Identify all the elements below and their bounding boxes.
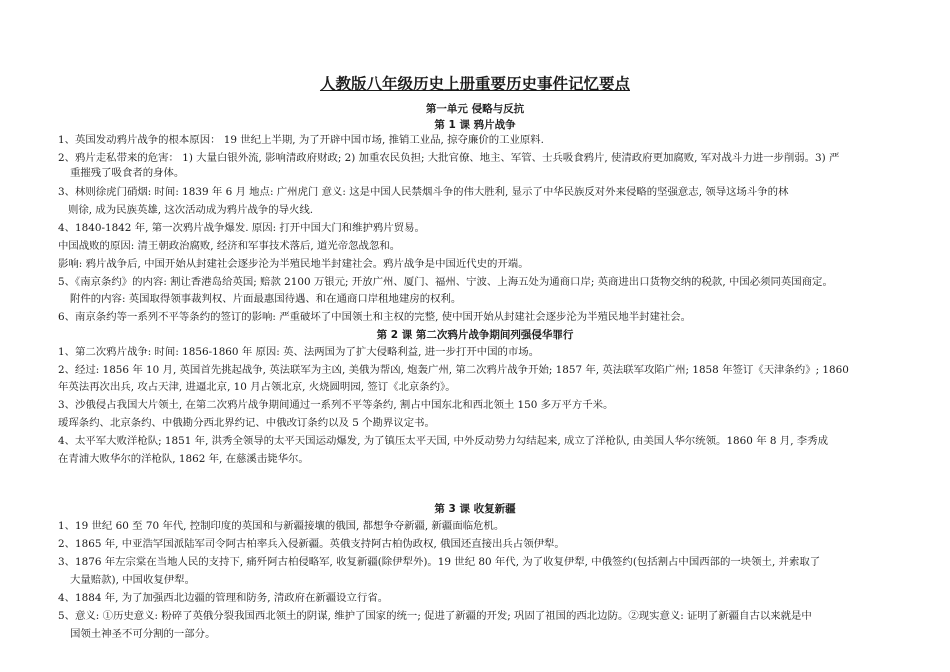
paragraph-line: 大量赔款), 中国收复伊犁。 bbox=[70, 574, 195, 586]
lesson-2-heading: 第 2 课 第二次鸦片战争期间列强侵华罪行 bbox=[376, 329, 574, 341]
paragraph-line: 重摧残了吸食者的身体。 bbox=[70, 167, 185, 179]
paragraph-line: 5、《南京条约》的内容: 割让香港岛给英国; 赔款 2100 万银元; 开放广州、厦门、福州、宁波、上海五处为通商口岸; 英商进出口货物交纳的税款, 中国必须同英国商定。 bbox=[58, 276, 833, 288]
lesson-1-heading: 第 1 课 鸦片战争 bbox=[434, 119, 516, 131]
paragraph-line: 3、林则徐虎门硝烟: 时间: 1839 年 6 月 地点: 广州虎门 意义: 这是中国人民禁烟斗争的伟大胜利, 显示了中华民族反对外来侵略的坚强意志, 领导这场斗争的林 bbox=[58, 186, 789, 198]
paragraph-line: 4、1884 年, 为了加强西北边疆的管理和防务, 清政府在新疆设立行省。 bbox=[58, 592, 389, 604]
paragraph-line: 4、1840-1842 年, 第一次鸦片战争爆发. 原因: 打开中国大门和维护鸦片贸易。 bbox=[58, 222, 425, 234]
paragraph-line: 5、意义: ①历史意义: 粉碎了英俄分裂我国西北领土的阴谋, 维护了国家的统一; 促进了新疆的开发; 巩固了祖国的西北边防。②现实意义: 证明了新疆自古以来就是中 bbox=[58, 610, 812, 622]
page-title: 人教版八年级历史上册重要历史事件记忆要点 bbox=[319, 75, 630, 93]
paragraph-line: 中国战败的原因: 清王朝政治腐败, 经济和军事技术落后, 道光帝忽战忽和。 bbox=[58, 240, 401, 252]
lesson-3-heading: 第 3 课 收复新疆 bbox=[434, 503, 516, 515]
paragraph-line: 在青浦大败华尔的洋枪队, 1862 年, 在慈溪击毙华尔。 bbox=[58, 453, 309, 465]
paragraph-line: 1、第二次鸦片战争: 时间: 1856-1860 年 原因: 英、法两国为了扩大侵略利益, 进一步打开中国的市场。 bbox=[58, 346, 540, 358]
paragraph-line: 国领土神圣不可分割的一部分。 bbox=[70, 628, 216, 640]
paragraph-line: 影响: 鸦片战争后, 中国开始从封建社会逐步沦为半殖民地半封建社会。鸦片战争是中国近代史的开端。 bbox=[58, 258, 529, 270]
paragraph-line: 3、沙俄侵占我国大片领土, 在第二次鸦片战争期间通过一系列不平等条约, 割占中国东北和西北领土 150 多万平方千米。 bbox=[58, 399, 614, 411]
paragraph-line: 4、太平军大败洋枪队; 1851 年, 洪秀全领导的太平天国运动爆发, 为了镇压太平天国, 中外反动势力勾结起来, 成立了洋枪队, 由美国人华尔统领。1860 年 8 月, 李秀成 bbox=[58, 435, 828, 447]
paragraph-line: 2、1865 年, 中亚浩罕国派陆军司令阿古柏率兵入侵新疆。英俄支持阿古柏伪政权, 俄国还直接出兵占领伊犁。 bbox=[58, 538, 565, 550]
paragraph-line: 2、经过: 1856 年 10 月, 英国首先挑起战争, 英法联军为主凶, 美俄为帮凶, 炮轰广州, 第二次鸦片战争开始; 1857 年, 英法联军攻陷广州; 1858 年签订《天津条约》; 1860 bbox=[58, 364, 849, 376]
paragraph-line: 年英法再次出兵, 攻占天津, 进逼北京, 10 月占领北京, 火烧圆明园, 签订《北京条约》。 bbox=[58, 381, 456, 393]
paragraph-line: 1、英国发动鸦片战争的根本原因： 19 世纪上半期, 为了开辟中国市场, 推销工业品, 掠夺廉价的工业原料. bbox=[58, 134, 544, 146]
paragraph-line: 2、鸦片走私带来的危害： 1) 大量白银外流, 影响清政府财政; 2) 加重农民负担; 大批官僚、地主、军管、士兵吸食鸦片, 使清政府更加腐败, 军对战斗力进一步削弱。3) 严 bbox=[58, 152, 840, 164]
paragraph-line: 则徐, 成为民族英雄, 这次活动成为鸦片战争的导火线. bbox=[68, 204, 314, 216]
paragraph-line: 3、1876 年左宗棠在当地人民的支持下, 痛歼阿古柏侵略军, 收复新疆(除伊犁外)。19 世纪 80 年代, 为了收复伊犁, 中俄签约(包括割占中国西部的一块领土, 并索取了 bbox=[58, 556, 821, 568]
paragraph-line: 瑷珲条约、北京条约、中俄勘分西北界约记、中俄改订条约以及 5 个勘界议定书。 bbox=[58, 417, 435, 429]
paragraph-line: 附件的内容: 英国取得领事裁判权、片面最惠国待遇、和在通商口岸租地建房的权利。 bbox=[70, 293, 462, 305]
paragraph-line: 1、19 世纪 60 至 70 年代, 控制印度的英国和与新疆接壤的俄国, 都想争夺新疆, 新疆面临危机。 bbox=[58, 520, 505, 532]
paragraph-line: 6、南京条约等一系列不平等条约的签订的影响: 严重破坏了中国领土和主权的完整, 使中国开始从封建社会逐步沦为半殖民地半封建社会。 bbox=[58, 311, 692, 323]
unit-heading: 第一单元 侵略与反抗 bbox=[425, 103, 525, 115]
